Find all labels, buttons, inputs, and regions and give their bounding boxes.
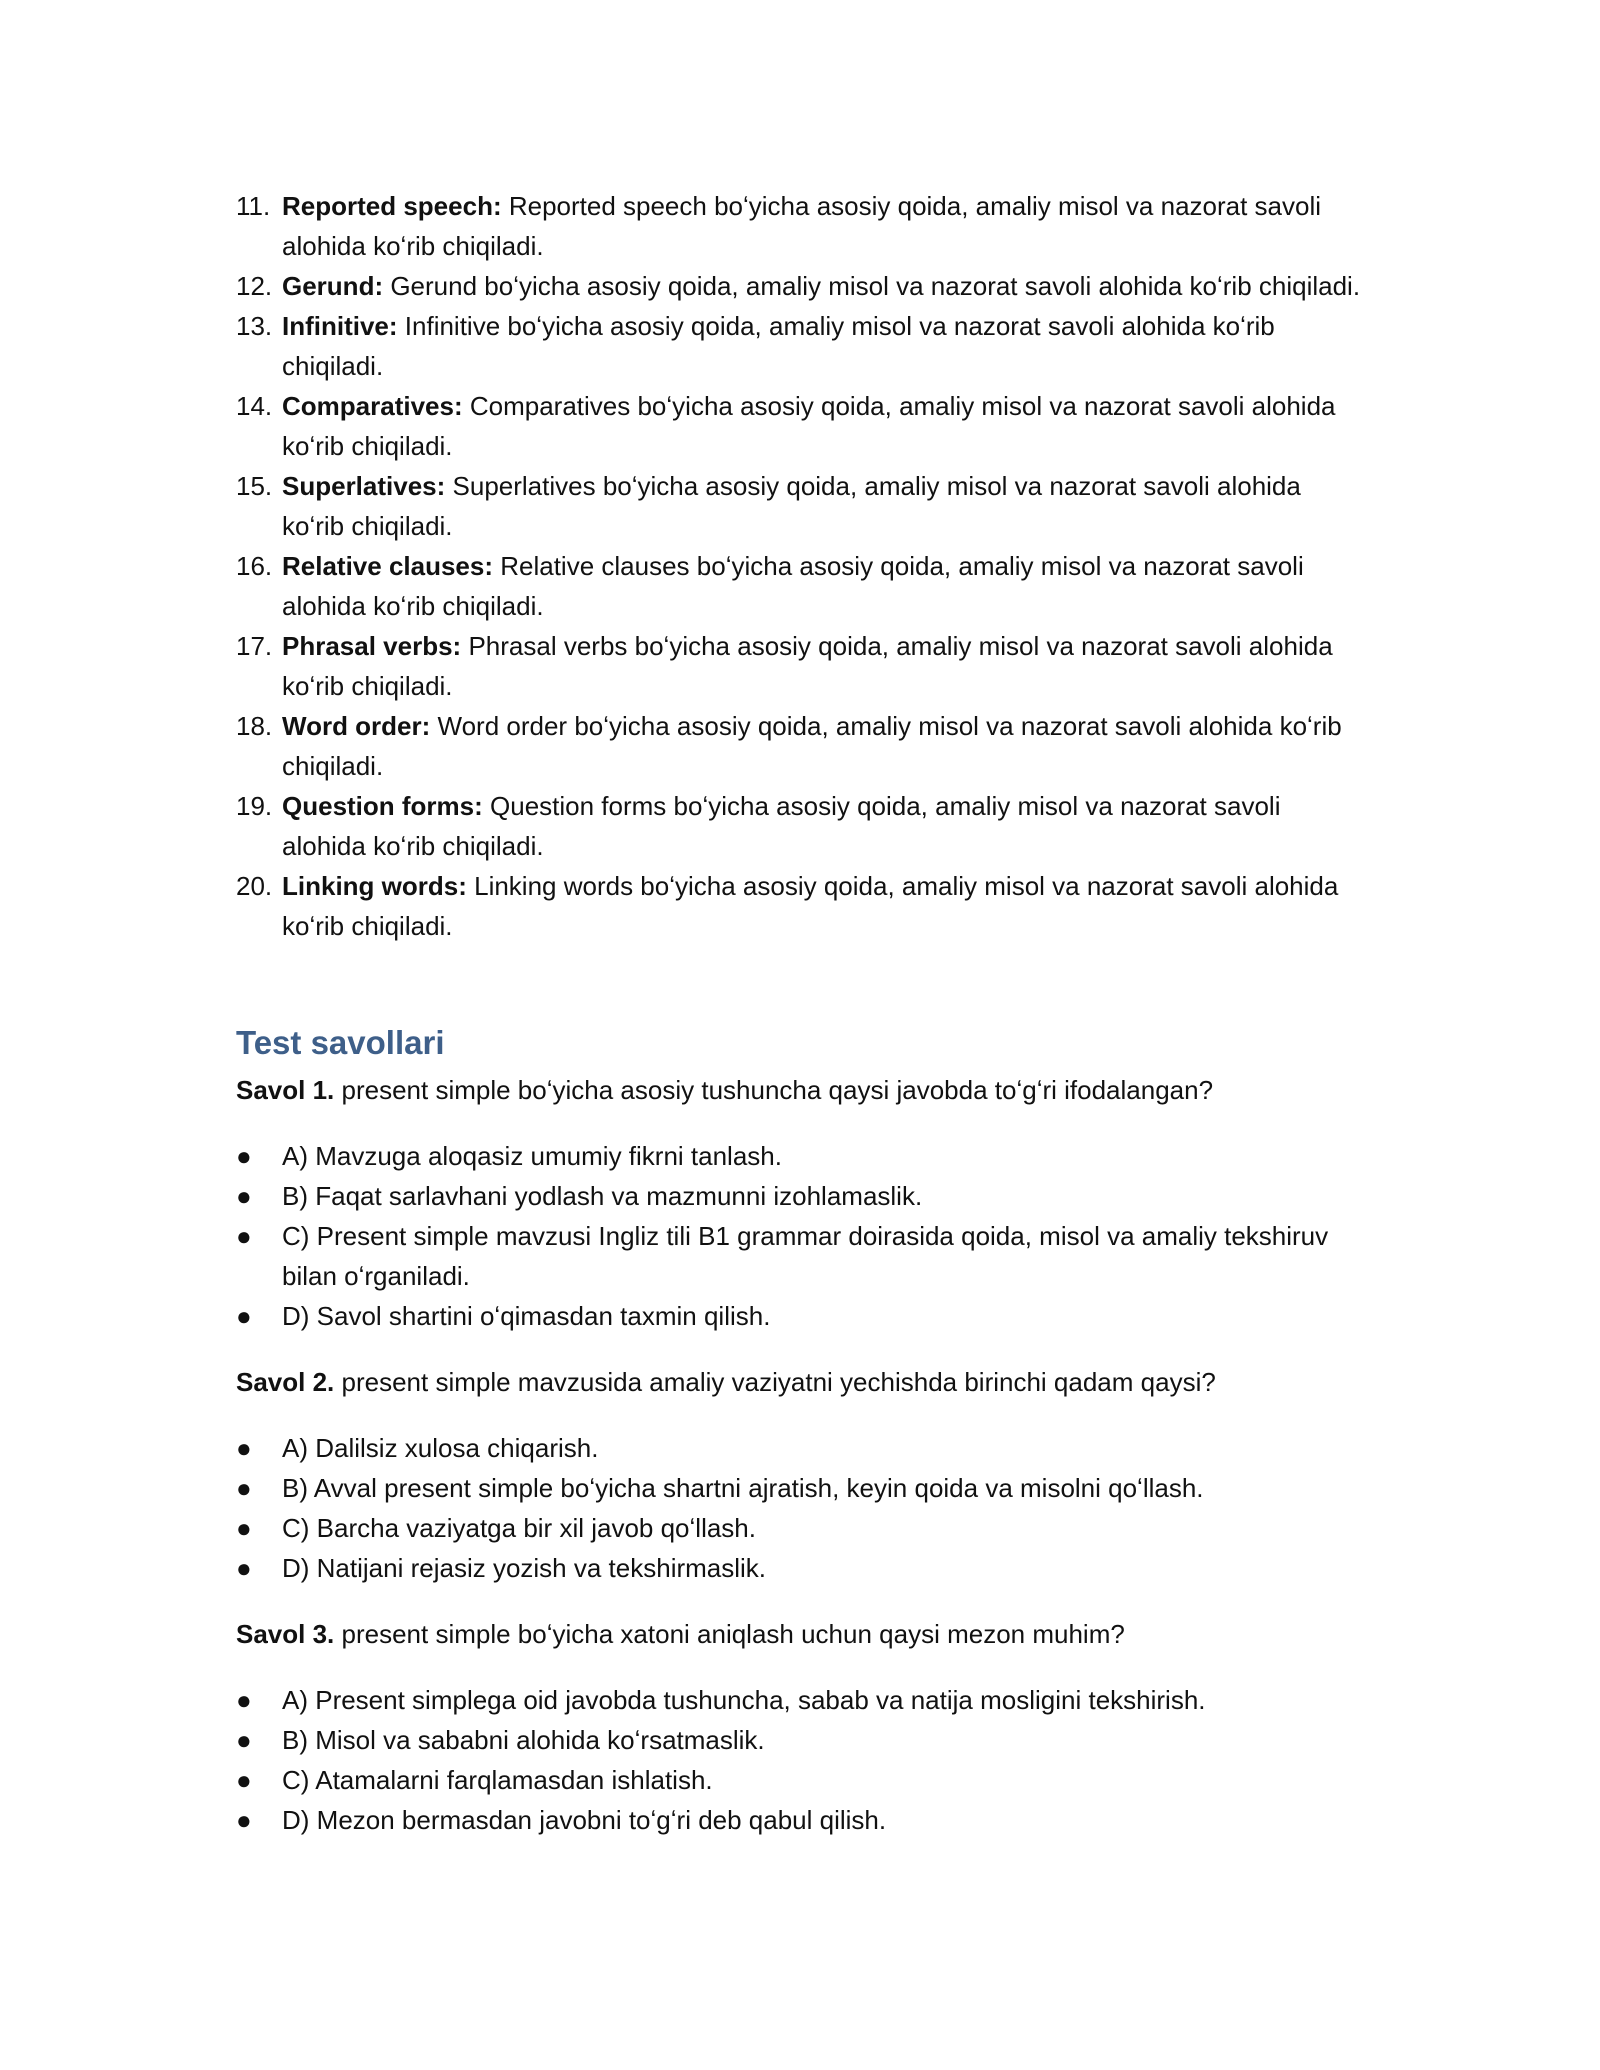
list-item: [236, 546, 1366, 626]
answer-option: [236, 1468, 1366, 1508]
item-term: Word order:: [282, 711, 431, 741]
question-text: present simple mavzusida amaliy vaziyatni yechishda birinchi qadam qaysi?: [334, 1367, 1216, 1397]
option-text: C) Barcha vaziyatga bir xil javob qoʻllash.: [282, 1513, 756, 1543]
list-item: [236, 386, 1366, 466]
option-text: D) Mezon bermasdan javobni toʻgʻri deb qabul qilish.: [282, 1805, 887, 1835]
list-item: [236, 306, 1366, 386]
option-text: A) Present simplega oid javobda tushuncha, sabab va natija mosligini tekshirish.: [282, 1685, 1206, 1715]
item-term: Comparatives:: [282, 391, 463, 421]
item-number: 11.: [236, 191, 271, 221]
item-number: 16.: [236, 551, 273, 581]
bullet-icon: ●: [236, 1141, 252, 1171]
item-text: Gerund boʻyicha asosiy qoida, amaliy misol va nazorat savoli alohida koʻrib chiqiladi.: [383, 271, 1361, 301]
document-page: [236, 186, 1366, 1840]
list-item: [236, 706, 1366, 786]
answer-option: [236, 1720, 1366, 1760]
option-text: C) Present simple mavzusi Ingliz tili B1 grammar doirasida qoida, misol va amaliy tekshiruv bilan oʻrganiladi.: [282, 1221, 1329, 1291]
question-3: [236, 1614, 1366, 1654]
question-text: present simple boʻyicha xatoni aniqlash uchun qaysi mezon muhim?: [334, 1619, 1125, 1649]
item-text: Linking words boʻyicha asosiy qoida, amaliy misol va nazorat savoli alohida koʻrib chiqiladi.: [282, 871, 1339, 941]
option-text: D) Natijani rejasiz yozish va tekshirmaslik.: [282, 1553, 767, 1583]
question-1: [236, 1070, 1366, 1110]
item-text: Comparatives boʻyicha asosiy qoida, amaliy misol va nazorat savoli alohida koʻrib chiqiladi.: [282, 391, 1336, 461]
item-number: 15.: [236, 471, 273, 501]
answer-option: [236, 1296, 1366, 1336]
answer-option: [236, 1760, 1366, 1800]
answer-option: [236, 1548, 1366, 1588]
item-term: Relative clauses:: [282, 551, 494, 581]
question-text: present simple boʻyicha asosiy tushuncha qaysi javobda toʻgʻri ifodalangan?: [334, 1075, 1214, 1105]
answer-options: [236, 1136, 1366, 1336]
item-term: Superlatives:: [282, 471, 446, 501]
bullet-icon: ●: [236, 1301, 252, 1331]
bullet-icon: ●: [236, 1725, 252, 1755]
question-label: Savol 1.: [236, 1075, 335, 1105]
item-number: 18.: [236, 711, 273, 741]
item-term: Linking words:: [282, 871, 467, 901]
item-text: Question forms boʻyicha asosiy qoida, amaliy misol va nazorat savoli alohida koʻrib chiqiladi.: [282, 791, 1281, 861]
question-label: Savol 2.: [236, 1367, 335, 1397]
bullet-icon: ●: [236, 1473, 252, 1503]
topics-list: [236, 186, 1366, 946]
bullet-icon: ●: [236, 1553, 252, 1583]
item-term: Gerund:: [282, 271, 384, 301]
item-number: 17.: [236, 631, 273, 661]
item-term: Infinitive:: [282, 311, 398, 341]
item-number: 13.: [236, 311, 273, 341]
answer-option: [236, 1508, 1366, 1548]
bullet-icon: ●: [236, 1685, 252, 1715]
item-text: Word order boʻyicha asosiy qoida, amaliy misol va nazorat savoli alohida koʻrib chiqiladi.: [282, 711, 1342, 781]
item-text: Infinitive boʻyicha asosiy qoida, amaliy misol va nazorat savoli alohida koʻrib chiqiladi.: [282, 311, 1275, 381]
question-label: Savol 3.: [236, 1619, 335, 1649]
item-text: Phrasal verbs boʻyicha asosiy qoida, amaliy misol va nazorat savoli alohida koʻrib chiqiladi.: [282, 631, 1333, 701]
bullet-icon: ●: [236, 1181, 252, 1211]
answer-option: [236, 1428, 1366, 1468]
item-term: Question forms:: [282, 791, 483, 821]
option-text: D) Savol shartini oʻqimasdan taxmin qilish.: [282, 1301, 771, 1331]
list-item: [236, 186, 1366, 266]
bullet-icon: ●: [236, 1805, 252, 1835]
item-term: Reported speech:: [282, 191, 502, 221]
option-text: A) Mavzuga aloqasiz umumiy fikrni tanlash.: [282, 1141, 782, 1171]
list-item: [236, 466, 1366, 546]
option-text: C) Atamalarni farqlamasdan ishlatish.: [282, 1765, 713, 1795]
bullet-icon: ●: [236, 1221, 252, 1251]
option-text: B) Faqat sarlavhani yodlash va mazmunni izohlamaslik.: [282, 1181, 923, 1211]
answer-options: [236, 1428, 1366, 1588]
answer-option: [236, 1800, 1366, 1840]
bullet-icon: ●: [236, 1513, 252, 1543]
item-text: Reported speech boʻyicha asosiy qoida, amaliy misol va nazorat savoli alohida koʻrib chiqiladi.: [282, 191, 1322, 261]
list-item: [236, 626, 1366, 706]
item-term: Phrasal verbs:: [282, 631, 462, 661]
bullet-icon: ●: [236, 1433, 252, 1463]
answer-option: [236, 1176, 1366, 1216]
item-text: Relative clauses boʻyicha asosiy qoida, amaliy misol va nazorat savoli alohida koʻrib chiqiladi.: [282, 551, 1304, 621]
list-item: [236, 786, 1366, 866]
item-number: 14.: [236, 391, 273, 421]
question-2: [236, 1362, 1366, 1402]
answer-option: [236, 1136, 1366, 1176]
option-text: B) Avval present simple boʻyicha shartni ajratish, keyin qoida va misolni qoʻllash.: [282, 1473, 1204, 1503]
item-number: 19.: [236, 791, 273, 821]
bullet-icon: ●: [236, 1765, 252, 1795]
section-heading: Test savollari: [236, 1024, 445, 1061]
answer-option: [236, 1216, 1366, 1296]
item-text: Superlatives boʻyicha asosiy qoida, amaliy misol va nazorat savoli alohida koʻrib chiqiladi.: [282, 471, 1301, 541]
list-item: [236, 266, 1366, 306]
option-text: B) Misol va sababni alohida koʻrsatmaslik.: [282, 1725, 765, 1755]
option-text: A) Dalilsiz xulosa chiqarish.: [282, 1433, 599, 1463]
answer-option: [236, 1680, 1366, 1720]
list-item: [236, 866, 1366, 946]
item-number: 20.: [236, 871, 273, 901]
item-number: 12.: [236, 271, 273, 301]
answer-options: [236, 1680, 1366, 1840]
